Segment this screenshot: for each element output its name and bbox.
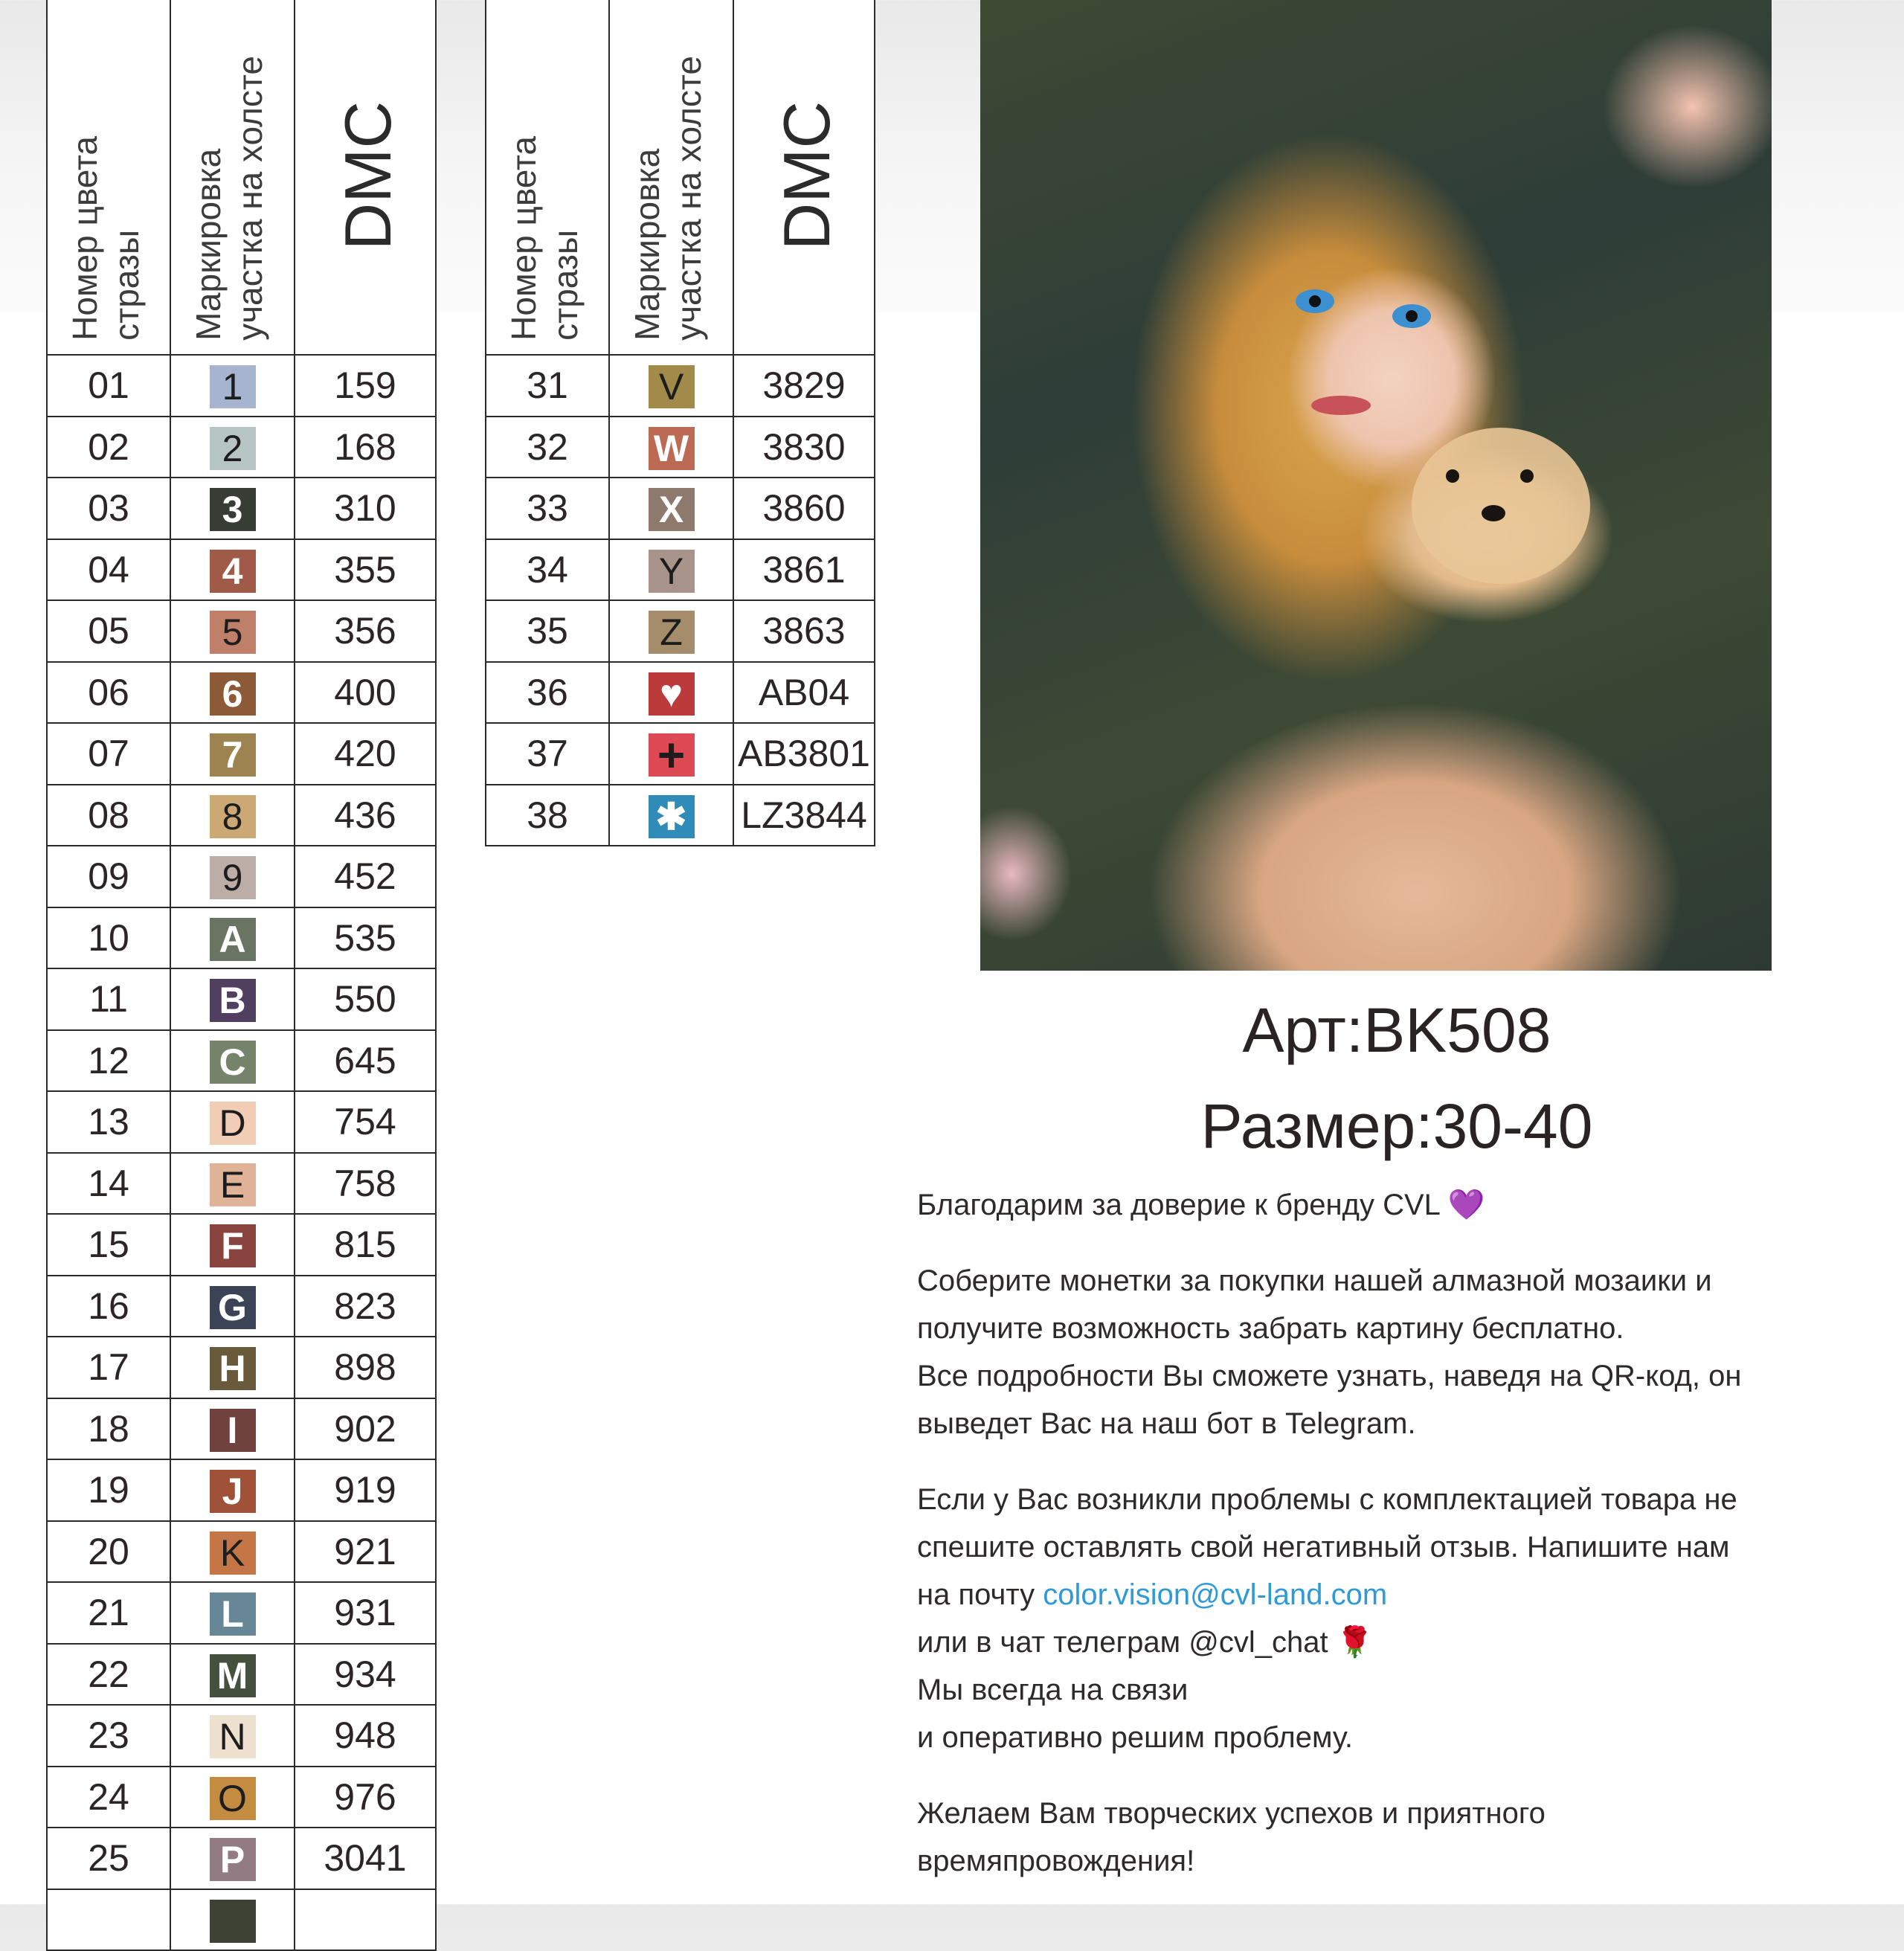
marking-cell xyxy=(170,1705,295,1767)
color-number-cell: 01 xyxy=(47,355,170,417)
marking-cell xyxy=(170,478,295,539)
color-swatch: L xyxy=(210,1592,256,1636)
table-row xyxy=(47,1153,436,1215)
color-swatch: M xyxy=(210,1654,256,1697)
header-marking-line1: Маркировка xyxy=(189,148,228,341)
dmc-code-cell: 3860 xyxy=(733,478,875,539)
dmc-code-cell: 310 xyxy=(295,478,436,539)
wish-line-1: Желаем Вам творческих успехов и приятного xyxy=(917,1797,1546,1830)
dmc-code-cell: 168 xyxy=(295,417,436,478)
marking-cell xyxy=(170,1214,295,1276)
color-number-cell: 32 xyxy=(486,417,609,478)
dmc-code-cell: LZ3844 xyxy=(733,785,875,846)
color-swatch: D xyxy=(210,1102,256,1145)
color-number-cell: 17 xyxy=(47,1337,170,1398)
coins-line-1: Соберите монетки за покупки нашей алмазной мозаики и xyxy=(917,1264,1712,1297)
color-number-cell: 04 xyxy=(47,539,170,601)
table-row xyxy=(47,846,436,907)
dmc-code-cell: AB3801 xyxy=(733,723,875,785)
color-legend-table-2 xyxy=(485,0,875,846)
color-number-cell: 31 xyxy=(486,355,609,417)
dmc-code-cell: 823 xyxy=(295,1276,436,1337)
header-marking-line1: Маркировка xyxy=(628,148,666,341)
marking-cell xyxy=(609,662,733,724)
color-swatch: W xyxy=(649,427,695,470)
color-swatch: A xyxy=(210,918,256,961)
table-row xyxy=(47,662,436,724)
dmc-code-cell: 754 xyxy=(295,1091,436,1153)
table-row xyxy=(486,723,875,785)
color-number-cell: 15 xyxy=(47,1214,170,1276)
table-row xyxy=(486,478,875,539)
table-header-row xyxy=(486,0,875,355)
table-row xyxy=(486,785,875,846)
dmc-code-cell: AB04 xyxy=(733,662,875,724)
dmc-code-cell: 3829 xyxy=(733,355,875,417)
dmc-code-cell: 355 xyxy=(295,539,436,601)
dmc-code-cell: 948 xyxy=(295,1705,436,1767)
header-dmc xyxy=(733,0,875,355)
dmc-code-cell: 436 xyxy=(295,785,436,846)
color-number-cell: 38 xyxy=(486,785,609,846)
marking-cell xyxy=(609,417,733,478)
color-number-cell: 34 xyxy=(486,539,609,601)
color-number-cell: 37 xyxy=(486,723,609,785)
color-number-cell: 09 xyxy=(47,846,170,907)
marking-cell xyxy=(170,1828,295,1889)
table-row xyxy=(47,1767,436,1828)
color-swatch: N xyxy=(210,1715,256,1758)
table-row xyxy=(47,1521,436,1583)
marking-cell xyxy=(170,968,295,1030)
dmc-code-cell: 758 xyxy=(295,1153,436,1215)
table-row xyxy=(47,1459,436,1521)
color-swatch: 4 xyxy=(210,550,256,593)
color-swatch: 6 xyxy=(210,672,256,716)
color-number-cell: 11 xyxy=(47,968,170,1030)
problem-paragraph xyxy=(917,1476,1876,1761)
dmc-code-cell: 452 xyxy=(295,846,436,907)
dmc-code-cell: 535 xyxy=(295,907,436,969)
thanks-paragraph xyxy=(917,1181,1876,1229)
header-marking-line2: участка на холсте xyxy=(669,56,709,341)
table-row xyxy=(47,1214,436,1276)
table-row xyxy=(47,1337,436,1398)
color-number-cell xyxy=(47,1889,170,1951)
table-header-row xyxy=(47,0,436,355)
color-number-cell: 19 xyxy=(47,1459,170,1521)
coins-line-3: Все подробности Вы сможете узнать, наведя на QR-код, он xyxy=(917,1360,1742,1392)
color-number-cell: 33 xyxy=(486,478,609,539)
color-number-cell: 20 xyxy=(47,1521,170,1583)
dmc-code-cell: 645 xyxy=(295,1030,436,1092)
marking-cell xyxy=(609,785,733,846)
coins-line-4: выведет Вас на наш бот в Telegram. xyxy=(917,1407,1416,1440)
marking-cell xyxy=(170,1889,295,1951)
color-swatch: B xyxy=(210,979,256,1022)
marking-cell xyxy=(170,1644,295,1706)
marking-cell xyxy=(609,355,733,417)
marking-cell xyxy=(170,1276,295,1337)
header-canvas-marking xyxy=(609,0,733,355)
table-row xyxy=(47,355,436,417)
header-number-line2: стразы xyxy=(107,230,147,341)
dmc-code-cell xyxy=(295,1889,436,1951)
dmc-code-cell: 815 xyxy=(295,1214,436,1276)
marking-cell xyxy=(170,1091,295,1153)
color-swatch xyxy=(210,1900,256,1943)
color-number-cell: 02 xyxy=(47,417,170,478)
painting-illustration xyxy=(980,0,1772,971)
table-body xyxy=(486,355,875,846)
marking-cell xyxy=(609,600,733,662)
marking-cell xyxy=(170,355,295,417)
table-row xyxy=(486,417,875,478)
color-swatch: H xyxy=(210,1347,256,1390)
dmc-code-cell: 3041 xyxy=(295,1828,436,1889)
header-color-number xyxy=(47,0,170,355)
dmc-code-cell: 921 xyxy=(295,1521,436,1583)
marking-cell xyxy=(170,1398,295,1460)
color-number-cell: 24 xyxy=(47,1767,170,1828)
marking-cell xyxy=(170,723,295,785)
dmc-code-cell: 356 xyxy=(295,600,436,662)
table-row xyxy=(47,785,436,846)
table-row xyxy=(486,355,875,417)
table-row xyxy=(47,478,436,539)
marking-cell xyxy=(170,662,295,724)
color-swatch: 9 xyxy=(210,856,256,899)
dmc-code-cell: 919 xyxy=(295,1459,436,1521)
email-link[interactable]: color.vision@cvl-land.com xyxy=(1043,1578,1388,1611)
color-number-cell: 08 xyxy=(47,785,170,846)
coins-paragraph xyxy=(917,1257,1876,1447)
color-number-cell: 23 xyxy=(47,1705,170,1767)
table-row xyxy=(47,600,436,662)
table-row xyxy=(486,600,875,662)
product-picture xyxy=(980,0,1772,971)
coins-line-2: получите возможность забрать картину бесплатно. xyxy=(917,1312,1624,1345)
dmc-code-cell: 3863 xyxy=(733,600,875,662)
problem-line-4: или в чат телеграм @cvl_chat xyxy=(917,1626,1328,1659)
color-number-cell: 35 xyxy=(486,600,609,662)
table-row xyxy=(486,539,875,601)
color-swatch: V xyxy=(649,365,695,408)
color-swatch: K xyxy=(210,1531,256,1575)
table-row xyxy=(47,1030,436,1092)
problem-line-3-prefix: на почту xyxy=(917,1578,1043,1611)
color-number-cell: 22 xyxy=(47,1644,170,1706)
marking-cell xyxy=(609,478,733,539)
dmc-code-cell: 934 xyxy=(295,1644,436,1706)
header-marking-line2: участка на холсте xyxy=(231,56,270,341)
header-number-line2: стразы xyxy=(546,230,585,341)
marking-cell xyxy=(170,600,295,662)
header-dmc xyxy=(295,0,436,355)
thanks-text: Благодарим за доверие к бренду CVL xyxy=(917,1189,1440,1221)
header-dmc-label: DMC xyxy=(331,100,405,250)
table-body xyxy=(47,355,436,1950)
color-swatch: E xyxy=(210,1163,256,1206)
marking-cell xyxy=(170,1582,295,1644)
wish-paragraph xyxy=(917,1790,1876,1885)
table-row xyxy=(47,1705,436,1767)
dmc-code-cell: 898 xyxy=(295,1337,436,1398)
dmc-code-cell: 3861 xyxy=(733,539,875,601)
table-row xyxy=(47,1091,436,1153)
marking-cell xyxy=(170,539,295,601)
table-row xyxy=(47,1889,436,1951)
problem-line-1: Если у Вас возникли проблемы с комплектацией товара не xyxy=(917,1483,1737,1516)
table-row xyxy=(47,1828,436,1889)
color-number-cell: 18 xyxy=(47,1398,170,1460)
header-canvas-marking xyxy=(170,0,295,355)
color-swatch: 7 xyxy=(210,733,256,777)
color-swatch: 3 xyxy=(210,488,256,531)
color-number-cell: 12 xyxy=(47,1030,170,1092)
dmc-code-cell: 159 xyxy=(295,355,436,417)
product-info xyxy=(917,982,1876,1885)
purple-heart-icon: 💜 xyxy=(1447,1189,1485,1221)
header-number-line1: Номер цвета xyxy=(504,136,543,341)
dmc-code-cell: 3830 xyxy=(733,417,875,478)
table-row xyxy=(47,723,436,785)
marking-cell xyxy=(170,1030,295,1092)
color-number-cell: 36 xyxy=(486,662,609,724)
heart-icon: ♥ xyxy=(649,672,695,716)
header-number-line1: Номер цвета xyxy=(65,136,104,341)
color-legend-table-1 xyxy=(46,0,437,1951)
color-swatch: 5 xyxy=(210,611,256,654)
table-row xyxy=(47,1276,436,1337)
header-color-number xyxy=(486,0,609,355)
color-number-cell: 25 xyxy=(47,1828,170,1889)
marking-cell xyxy=(170,1459,295,1521)
color-number-cell: 13 xyxy=(47,1091,170,1153)
dmc-code-cell: 931 xyxy=(295,1582,436,1644)
color-swatch: + xyxy=(649,733,695,777)
marking-cell xyxy=(170,1337,295,1398)
color-swatch: 1 xyxy=(210,365,256,408)
problem-line-2: спешите оставлять свой негативный отзыв. Напишите нам xyxy=(917,1531,1730,1563)
marking-cell xyxy=(170,846,295,907)
color-swatch: P xyxy=(210,1838,256,1881)
color-swatch: O xyxy=(210,1777,256,1820)
table-row xyxy=(47,968,436,1030)
color-swatch: G xyxy=(210,1286,256,1329)
color-number-cell: 16 xyxy=(47,1276,170,1337)
marking-cell xyxy=(170,417,295,478)
color-number-cell: 14 xyxy=(47,1153,170,1215)
color-swatch: C xyxy=(210,1041,256,1084)
marking-cell xyxy=(170,1153,295,1215)
problem-line-5: Мы всегда на связи xyxy=(917,1674,1189,1706)
color-swatch: I xyxy=(210,1409,256,1452)
problem-line-6: и оперативно решим проблему. xyxy=(917,1721,1354,1754)
dmc-code-cell: 976 xyxy=(295,1767,436,1828)
color-swatch: F xyxy=(210,1224,256,1267)
table-row xyxy=(486,662,875,724)
marking-cell xyxy=(170,785,295,846)
table-row xyxy=(47,417,436,478)
article-number: Арт:BK508 xyxy=(1242,995,1551,1065)
product-size: Размер:30-40 xyxy=(1200,1091,1593,1161)
rose-icon: 🌹 xyxy=(1336,1626,1374,1659)
table-row xyxy=(47,539,436,601)
dmc-code-cell: 902 xyxy=(295,1398,436,1460)
color-number-cell: 03 xyxy=(47,478,170,539)
color-number-cell: 07 xyxy=(47,723,170,785)
color-number-cell: 10 xyxy=(47,907,170,969)
wish-line-2: времяпровождения! xyxy=(917,1845,1195,1877)
marking-cell xyxy=(170,907,295,969)
asterisk-icon: ✱ xyxy=(649,795,695,838)
dmc-code-cell: 420 xyxy=(295,723,436,785)
table-row xyxy=(47,1644,436,1706)
dmc-code-cell: 550 xyxy=(295,968,436,1030)
color-swatch: 2 xyxy=(210,427,256,470)
dmc-code-cell: 400 xyxy=(295,662,436,724)
table-row xyxy=(47,907,436,969)
color-swatch: J xyxy=(210,1470,256,1513)
color-swatch: X xyxy=(649,488,695,531)
color-swatch: Z xyxy=(649,611,695,654)
marking-cell xyxy=(609,539,733,601)
color-number-cell: 05 xyxy=(47,600,170,662)
color-swatch: Y xyxy=(649,550,695,593)
table-row xyxy=(47,1398,436,1460)
color-number-cell: 21 xyxy=(47,1582,170,1644)
table-row xyxy=(47,1582,436,1644)
header-dmc-label: DMC xyxy=(770,100,843,250)
marking-cell xyxy=(170,1767,295,1828)
color-swatch: 8 xyxy=(210,795,256,838)
marking-cell xyxy=(609,723,733,785)
marking-cell xyxy=(170,1521,295,1583)
color-number-cell: 06 xyxy=(47,662,170,724)
